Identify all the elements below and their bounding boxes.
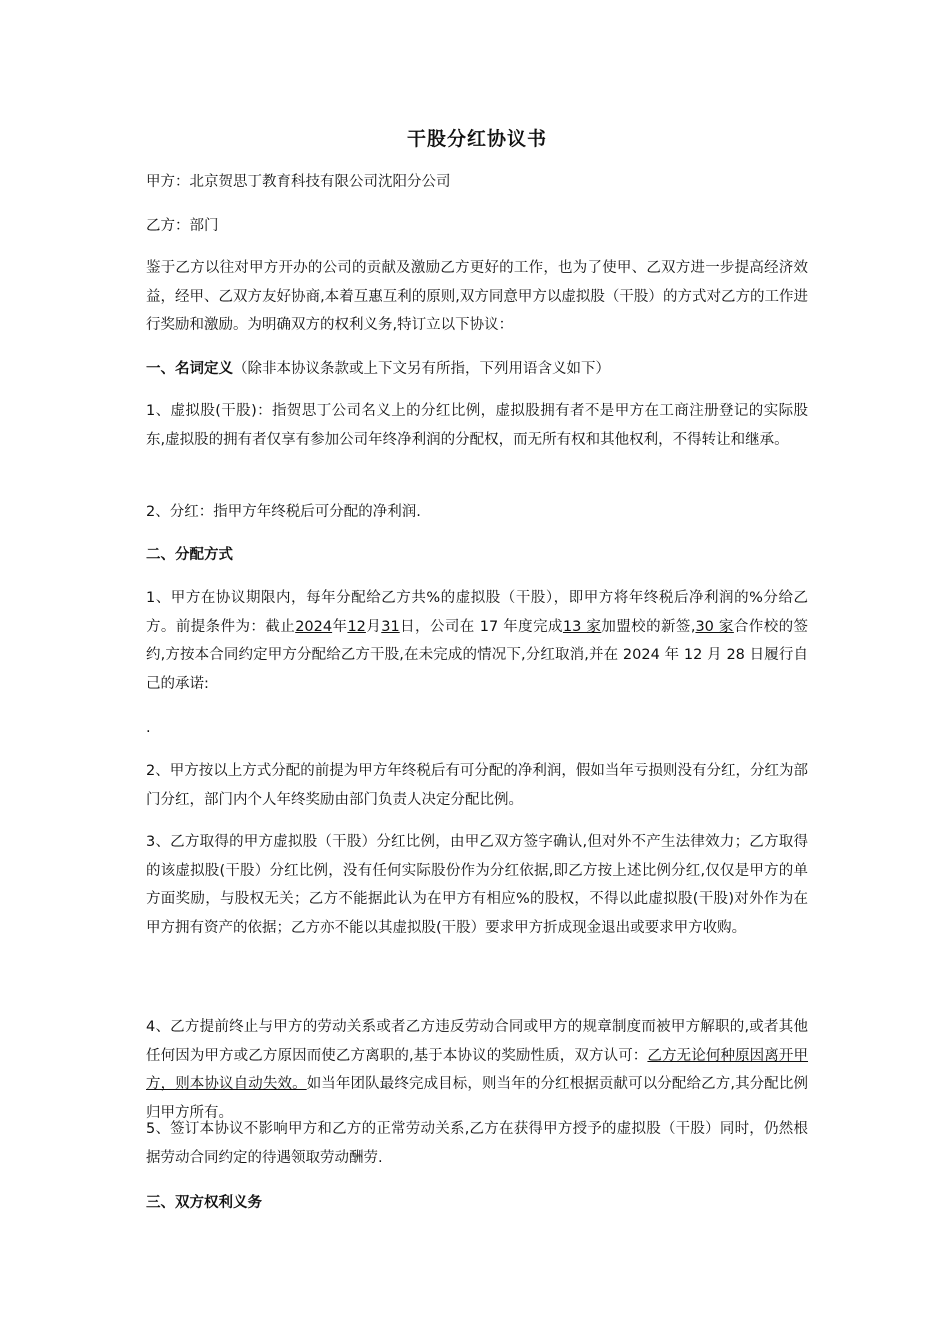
distribution-item-3: 3、乙方取得的甲方虚拟股（干股）分红比例，由甲乙双方签字确认,但对外不产生法律效力；乙方取得的该虚拟股(干股）分红比例，没有任何实际股份作为分红依据,即乙方按上述比例分红,仅仅是甲方的单方面奖励，与股权无关；乙方不能据此认为在甲方有相应%的股权，不得以此虚拟股(干股)对外作为在甲方拥有资产的依据；乙方亦不能以其虚拟股(干股）要求甲方折成现金退出或要求甲方收购。 xyxy=(146,834,808,936)
definition-item-2: 2、分红：指甲方年终税后可分配的净利润. xyxy=(146,504,421,520)
section-2-heading: 二、分配方式 xyxy=(146,547,233,563)
item1-text-f: 合作校的签约,方按本合同约定甲方分配给乙方干股,在未完成的情况下,分红取消,并在 2024 年 12 月 28 日履行自己的承诺: xyxy=(146,618,809,692)
section-1-note: （除非本协议条款或上下文另有所指，下列用语含义如下） xyxy=(233,361,610,377)
item1-text-c: 月 xyxy=(365,618,382,635)
item1-year: 2024 xyxy=(295,618,333,635)
party-b: 乙方：部门 xyxy=(146,218,219,234)
section-3-heading: 三、双方权利义务 xyxy=(146,1195,262,1211)
stray-dot: . xyxy=(146,720,151,736)
item1-count-franchise: 13 家 xyxy=(562,618,602,635)
item1-text-a: 1、甲方在协议期限内，每年分配给乙方共%的虚拟股（干股），即甲方将年终税后净利润的%分给乙方。前提条件为：截止 xyxy=(146,590,808,635)
item1-text-e: 加盟校的新签, xyxy=(601,618,696,635)
item1-text-d: 日，公司在 17 年度完成 xyxy=(399,618,563,635)
item1-count-partner: 30 家 xyxy=(695,618,734,635)
party-a: 甲方：北京贺思丁教育科技有限公司沈阳分公司 xyxy=(146,174,451,190)
document-title: 干股分红协议书 xyxy=(406,128,547,150)
distribution-item-1 xyxy=(146,584,808,698)
item1-text-b: 年 xyxy=(332,618,348,635)
distribution-item-4 xyxy=(146,1013,808,1127)
definition-item-1: 1、虚拟股(干股)：指贺思丁公司名义上的分红比例，虚拟股拥有者不是甲方在工商注册登记的实际股东,虚拟股的拥有者仅享有参加公司年终净利润的分配权，而无所有权和其他权利，不得转让和继承。 xyxy=(146,403,808,448)
distribution-item-5: 5、签订本协议不影响甲方和乙方的正常劳动关系,乙方在获得甲方授予的虚拟股（干股）同时，仍然根据劳动合同约定的待遇领取劳动酬劳. xyxy=(146,1121,808,1166)
item1-day: 31 xyxy=(381,618,400,635)
distribution-item-2: 2、甲方按以上方式分配的前提为甲方年终税后有可分配的净利润，假如当年亏损则没有分红，分红为部门分红，部门内个人年终奖励由部门负责人决定分配比例。 xyxy=(146,763,808,808)
item4-text-b: 如当年团队最终完成目标，则当年的分红根据贡献可以分配给乙方,其分配比例归甲方所有。 xyxy=(146,1076,809,1121)
item4-text-a: 4、乙方提前终止与甲方的劳动关系或者乙方违反劳动合同或甲方的规章制度而被甲方解职的,或者其他任何因为甲方或乙方原因而使乙方离职的,基于本协议的奖励性质，双方认可： xyxy=(146,1019,808,1064)
preamble-paragraph: 鉴于乙方以往对甲方开办的公司的贡献及激励乙方更好的工作，也为了使甲、乙双方进一步提高经济效益，经甲、乙双方友好协商,本着互惠互利的原则,双方同意甲方以虚拟股（干股）的方式对乙方的工作进行奖励和激励。为明确双方的权利义务,特订立以下协议： xyxy=(146,260,808,333)
section-1-title: 一、名词定义 xyxy=(146,361,233,377)
item1-month: 12 xyxy=(347,618,366,635)
section-1-heading xyxy=(146,355,808,384)
item4-underlined-clause: 乙方无论何种原因离开甲方，则本协议自动失效。 xyxy=(146,1047,809,1092)
